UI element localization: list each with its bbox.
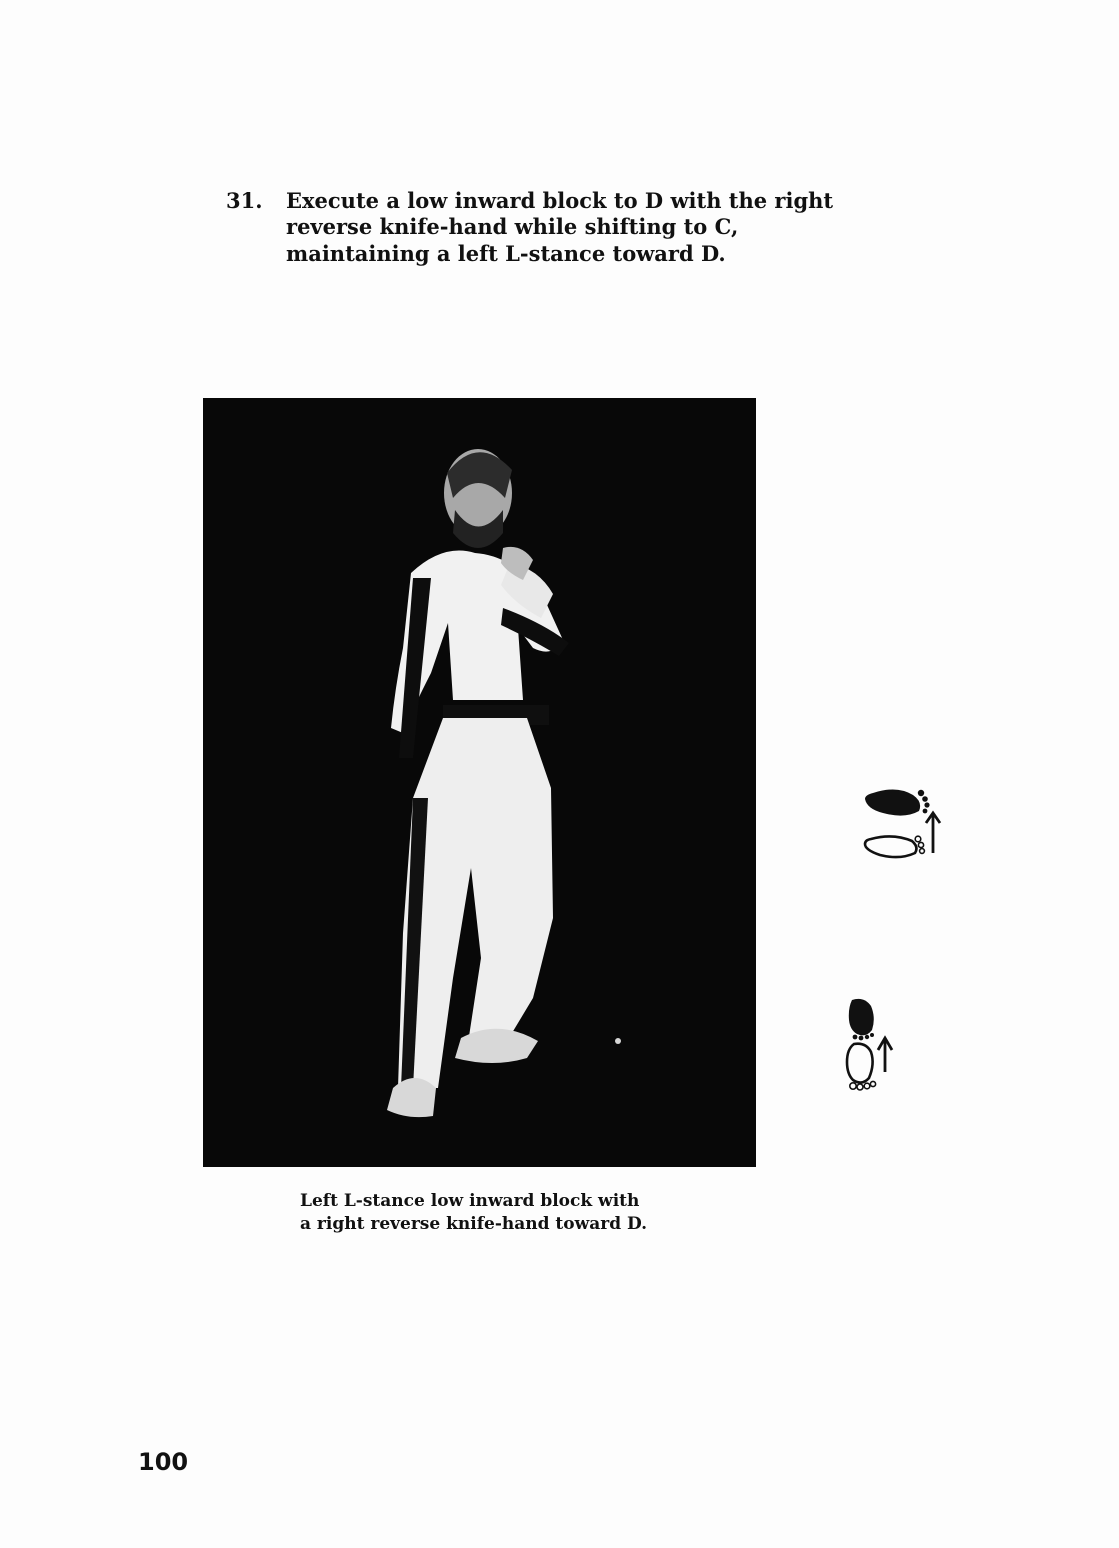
step-text: Execute a low inward block to D with the right reverse knife-hand while shifting to C, maintaining a left L-stance toward D. xyxy=(286,188,834,266)
photo-caption: Left L-stance low inward block with a right reverse knife-hand toward D. xyxy=(300,1191,648,1234)
step-number: 31. xyxy=(226,188,263,213)
foot-diagram-icon xyxy=(855,775,945,885)
instruction-step xyxy=(226,188,886,267)
martial-arts-figure-illustration xyxy=(203,398,756,1167)
foot-diagram-icon xyxy=(840,988,930,1098)
martial-arts-photo xyxy=(203,398,756,1167)
page-number: 100 xyxy=(138,1448,189,1476)
foot-position-diagram-upper xyxy=(855,775,945,885)
foot-position-diagram-lower xyxy=(840,988,930,1098)
